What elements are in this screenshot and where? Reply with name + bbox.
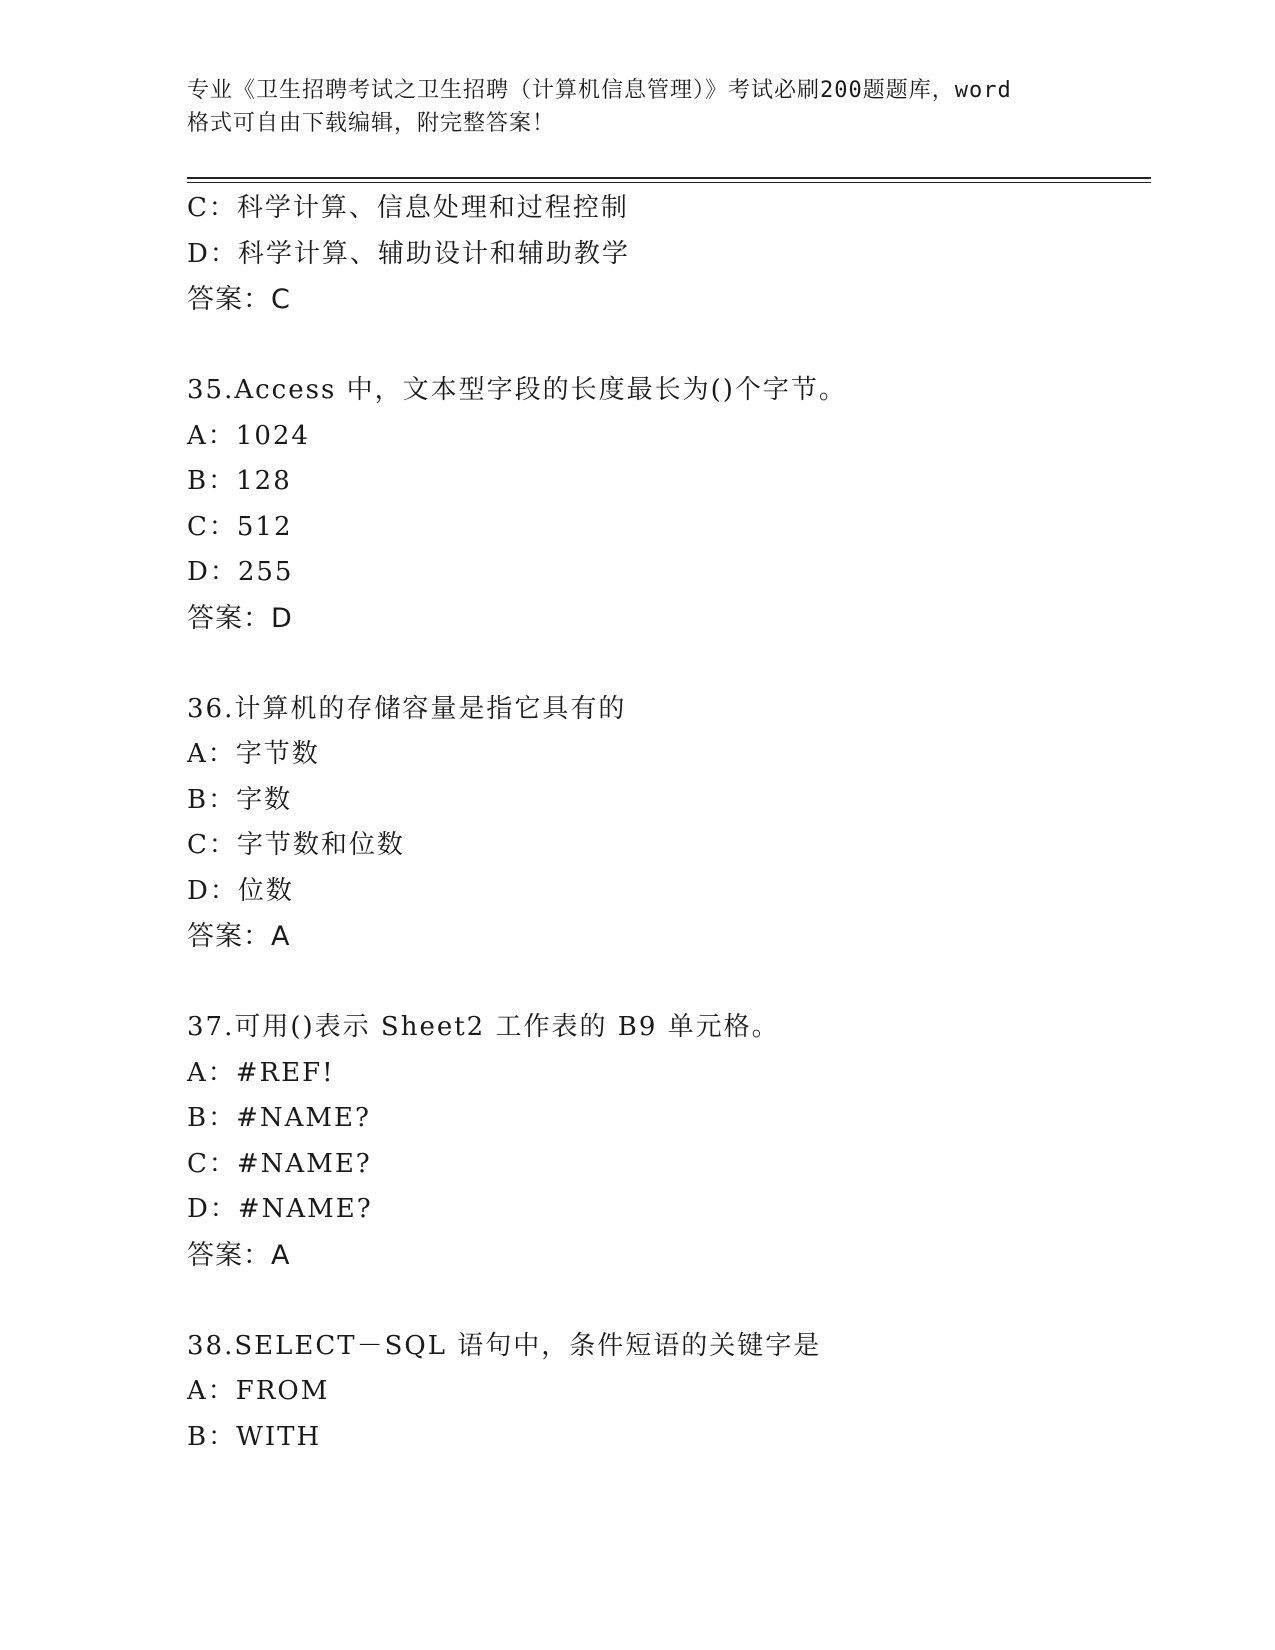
answer-line: 答案：A	[187, 1239, 291, 1271]
question-block-37	[187, 1005, 1147, 1278]
question-block-36	[187, 687, 1147, 960]
header-divider-thick	[187, 177, 1151, 179]
header-line-2: 格式可自由下载编辑，附完整答案！	[187, 111, 556, 136]
question-block-38	[187, 1324, 1147, 1461]
option-c: C：字节数和位数	[187, 830, 405, 860]
option-c: C：#NAME?	[187, 1148, 372, 1179]
option-d: D：位数	[187, 875, 294, 906]
spacer	[187, 323, 1147, 369]
option-a: A：#REF!	[187, 1057, 335, 1088]
option-a: A：字节数	[187, 739, 320, 769]
answer-line: 答案：D	[187, 602, 293, 634]
question-text: 37.可用()表示 Sheet2 工作表的 B9 单元格。	[187, 1012, 780, 1042]
question-block-35	[187, 368, 1147, 641]
question-text: 36.计算机的存储容量是指它具有的	[187, 693, 627, 724]
option-c: C：512	[187, 511, 293, 542]
header-line-1: 专业《卫生招聘考试之卫生招聘（计算机信息管理）》考试必刷200题题库，word	[187, 78, 1012, 103]
spacer	[187, 960, 1147, 1006]
spacer	[187, 1278, 1147, 1324]
option-d: D：255	[187, 557, 294, 587]
question-text: 38.SELECT－SQL 语句中，条件短语的关键字是	[187, 1330, 822, 1361]
question-block-prev	[187, 186, 1147, 323]
option-b: B：128	[187, 466, 292, 496]
option-d: D：#NAME?	[187, 1194, 373, 1224]
option-a: A：FROM	[187, 1376, 330, 1406]
option-b: B：WITH	[187, 1421, 322, 1452]
option-d: D：科学计算、辅助设计和辅助教学	[187, 238, 630, 269]
document-header	[187, 74, 1087, 140]
answer-line: 答案：A	[187, 921, 291, 952]
option-a: A：1024	[187, 420, 310, 451]
option-b: B：#NAME?	[187, 1103, 371, 1133]
option-b: B：字数	[187, 784, 293, 815]
answer-line: 答案：C	[187, 284, 291, 315]
question-list	[187, 186, 1147, 1460]
header-divider-thin	[187, 182, 1151, 183]
question-text: 35.Access 中，文本型字段的长度最长为()个字节。	[187, 375, 847, 405]
spacer	[187, 641, 1147, 687]
option-c: C：科学计算、信息处理和过程控制	[187, 193, 629, 223]
